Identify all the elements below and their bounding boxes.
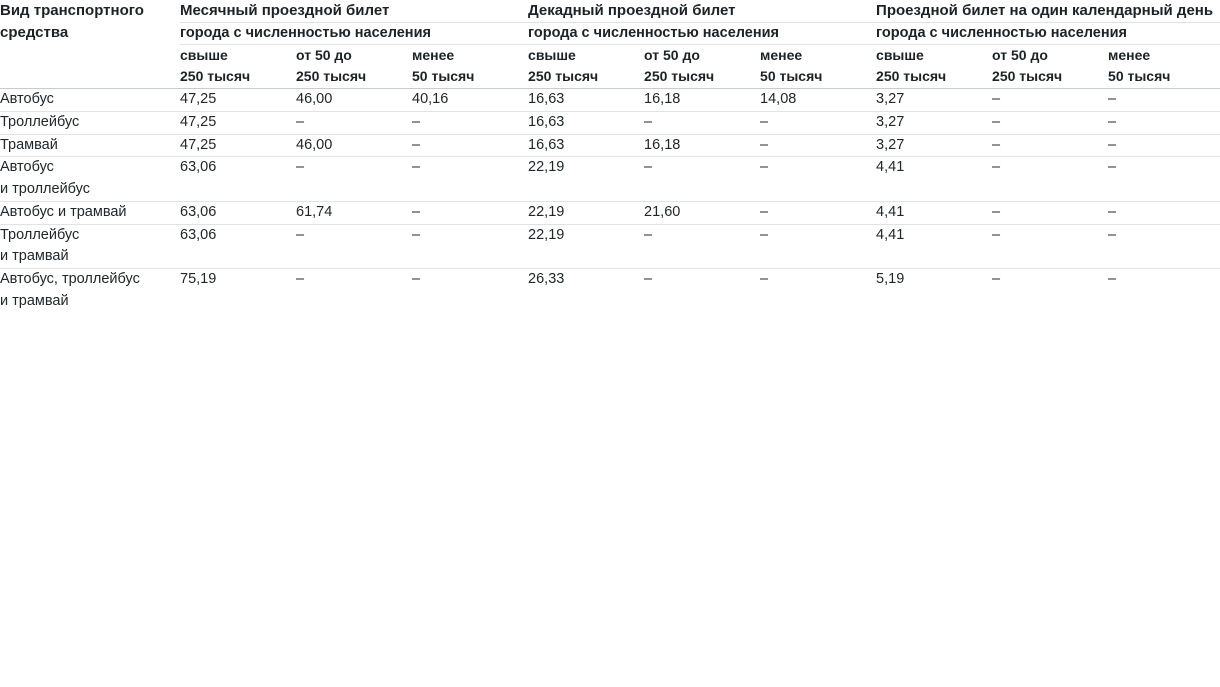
cell-value: –: [760, 111, 876, 134]
row-type: [0, 224, 180, 269]
table-row: [0, 269, 1220, 313]
cell-value: –: [296, 224, 412, 269]
row-type: [0, 111, 180, 134]
cell-value: 22,19: [528, 224, 644, 269]
cell-value: –: [644, 269, 760, 313]
table-body: [0, 89, 1220, 313]
header-line-2: 250 тысяч: [296, 68, 367, 85]
row-type-line: Трамвай: [0, 136, 58, 153]
cell-value: –: [412, 224, 528, 269]
header-pop-tenday-50to250: [644, 44, 760, 88]
cell-value: 16,63: [528, 134, 644, 157]
cell-value: 4,41: [876, 201, 992, 224]
header-sub-oneday: города с численностью населения: [876, 22, 1220, 44]
header-line-1: свыше: [528, 46, 576, 63]
row-type: [0, 89, 180, 112]
cell-value: 40,16: [412, 89, 528, 112]
cell-value: 16,18: [644, 89, 760, 112]
cell-value: 47,25: [180, 111, 296, 134]
table-header: [0, 0, 1220, 89]
row-type: [0, 201, 180, 224]
header-pop-oneday-under50: [1108, 44, 1220, 88]
cell-value: –: [992, 224, 1108, 269]
cell-value: –: [992, 134, 1108, 157]
cell-value: –: [644, 111, 760, 134]
header-vehicle-type: Вид транспортного средства: [0, 2, 144, 41]
cell-value: –: [1108, 134, 1220, 157]
cell-value: 14,08: [760, 89, 876, 112]
cell-value: –: [296, 157, 412, 202]
row-type-line: Автобус: [0, 159, 54, 176]
table-row: [0, 201, 1220, 224]
row-type-line: Автобус: [0, 91, 54, 108]
header-line-2: 250 тысяч: [876, 68, 947, 85]
cell-value: –: [992, 111, 1108, 134]
row-type-line: и трамвай: [0, 248, 69, 265]
header-line-1: свыше: [180, 46, 228, 63]
row-type-line: и троллейбус: [0, 181, 90, 198]
cell-value: –: [760, 134, 876, 157]
cell-value: 16,63: [528, 89, 644, 112]
table-row: [0, 157, 1220, 202]
cell-value: 16,18: [644, 134, 760, 157]
header-line-2: 250 тысяч: [528, 68, 599, 85]
cell-value: –: [760, 224, 876, 269]
header-line-1: менее: [760, 46, 803, 63]
cell-value: –: [296, 111, 412, 134]
cell-value: 47,25: [180, 134, 296, 157]
row-type-line: Автобус, троллейбус: [0, 271, 140, 288]
cell-value: –: [1108, 269, 1220, 313]
cell-value: 3,27: [876, 134, 992, 157]
row-type: [0, 157, 180, 202]
row-type-line: Троллейбус: [0, 226, 80, 243]
header-line-1: менее: [1108, 46, 1151, 63]
row-type-line: Троллейбус: [0, 113, 80, 130]
cell-value: 4,41: [876, 157, 992, 202]
header-row-groups: [0, 0, 1220, 22]
cell-value: 16,63: [528, 111, 644, 134]
header-group-tenday: Декадный проездной билет: [528, 2, 736, 19]
cell-value: –: [992, 157, 1108, 202]
cell-value: –: [992, 89, 1108, 112]
cell-value: 22,19: [528, 201, 644, 224]
cell-value: –: [412, 157, 528, 202]
fare-table-container: [0, 0, 1220, 313]
cell-value: 3,27: [876, 111, 992, 134]
table-row: [0, 111, 1220, 134]
cell-value: –: [296, 269, 412, 313]
cell-value: 3,27: [876, 89, 992, 112]
row-type-line: и трамвай: [0, 292, 69, 309]
cell-value: –: [412, 111, 528, 134]
cell-value: –: [992, 201, 1108, 224]
table-row: [0, 89, 1220, 112]
header-pop-oneday-50to250: [992, 44, 1108, 88]
fare-table: [0, 0, 1220, 313]
header-line-1: от 50 до: [296, 46, 352, 63]
header-line-2: 50 тысяч: [412, 68, 475, 85]
header-line-2: 50 тысяч: [1108, 68, 1171, 85]
header-row-population: [0, 44, 1220, 88]
cell-value: 63,06: [180, 157, 296, 202]
cell-value: 26,33: [528, 269, 644, 313]
header-pop-monthly-50to250: [296, 44, 412, 88]
cell-value: –: [412, 134, 528, 157]
header-pop-tenday-over250: [528, 44, 644, 88]
header-line-2: 50 тысяч: [760, 68, 823, 85]
cell-value: –: [1108, 224, 1220, 269]
cell-value: –: [760, 157, 876, 202]
cell-value: –: [760, 269, 876, 313]
header-pop-tenday-under50: [760, 44, 876, 88]
cell-value: –: [1108, 201, 1220, 224]
header-line-2: 250 тысяч: [180, 68, 251, 85]
row-type: [0, 134, 180, 157]
cell-value: –: [1108, 89, 1220, 112]
header-pop-monthly-over250: [180, 44, 296, 88]
cell-value: –: [412, 201, 528, 224]
table-row: [0, 134, 1220, 157]
header-line-2: 250 тысяч: [644, 68, 715, 85]
cell-value: –: [1108, 111, 1220, 134]
cell-value: –: [644, 224, 760, 269]
table-row: [0, 224, 1220, 269]
cell-value: 46,00: [296, 89, 412, 112]
header-sub-tenday: города с численностью населения: [528, 22, 876, 44]
row-type: [0, 269, 180, 313]
header-line-1: от 50 до: [644, 46, 700, 63]
header-line-2: 250 тысяч: [992, 68, 1063, 85]
cell-value: –: [412, 269, 528, 313]
header-line-1: от 50 до: [992, 46, 1048, 63]
header-pop-monthly-under50: [412, 44, 528, 88]
cell-value: 4,41: [876, 224, 992, 269]
cell-value: 75,19: [180, 269, 296, 313]
header-group-monthly: Месячный проездной билет: [180, 2, 390, 19]
cell-value: 63,06: [180, 224, 296, 269]
cell-value: –: [760, 201, 876, 224]
header-row-subtitles: [0, 22, 1220, 44]
header-sub-monthly: города с численностью населения: [180, 22, 528, 44]
cell-value: 22,19: [528, 157, 644, 202]
cell-value: 63,06: [180, 201, 296, 224]
cell-value: –: [644, 157, 760, 202]
cell-value: 21,60: [644, 201, 760, 224]
header-group-oneday: Проездной билет на один календарный день: [876, 2, 1214, 19]
cell-value: 46,00: [296, 134, 412, 157]
cell-value: –: [1108, 157, 1220, 202]
cell-value: 61,74: [296, 201, 412, 224]
cell-value: 5,19: [876, 269, 992, 313]
cell-value: 47,25: [180, 89, 296, 112]
cell-value: –: [992, 269, 1108, 313]
header-line-1: свыше: [876, 46, 924, 63]
row-type-line: Автобус и трамвай: [0, 203, 127, 220]
header-line-1: менее: [412, 46, 455, 63]
header-pop-oneday-over250: [876, 44, 992, 88]
